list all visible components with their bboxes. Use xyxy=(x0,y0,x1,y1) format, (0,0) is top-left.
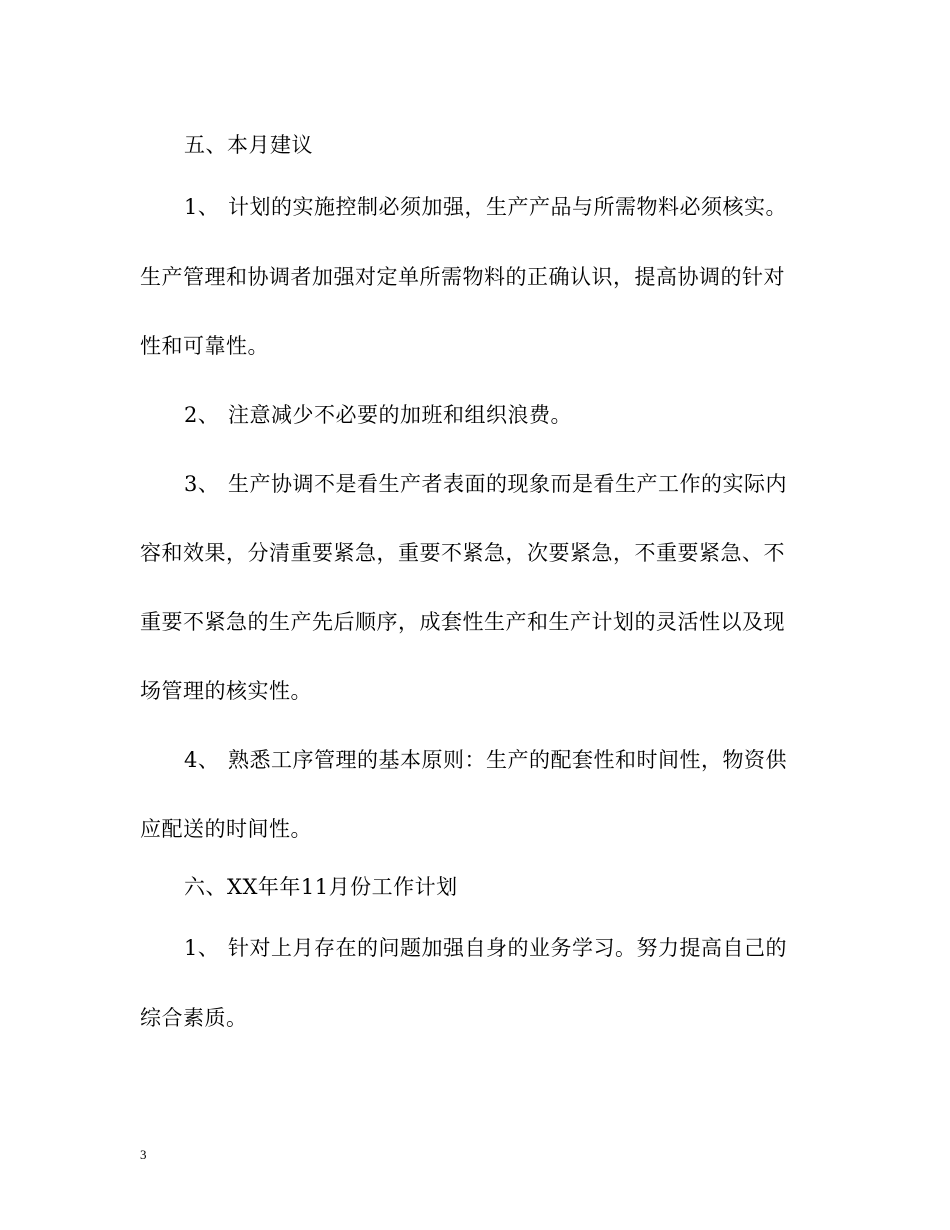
list-item-4 xyxy=(184,746,787,774)
item-number: 2、 xyxy=(184,403,220,427)
item-number: 1、 xyxy=(184,936,220,960)
paragraph-line xyxy=(140,677,312,705)
list-item-1 xyxy=(184,193,787,221)
paragraph-text: 注意减少不必要的加班和组织浪费。 xyxy=(228,403,572,427)
item-number: 4、 xyxy=(184,748,220,772)
paragraph-line xyxy=(140,608,785,636)
section-heading-6 xyxy=(184,873,458,901)
section-heading-5 xyxy=(184,131,313,159)
paragraph-line xyxy=(140,815,312,843)
paragraph-line xyxy=(140,263,785,291)
paragraph-text: 重要不紧急的生产先后顺序，成套性生产和生产计划的灵活性以及现 xyxy=(140,610,785,634)
paragraph-line xyxy=(140,539,785,567)
list-item-2 xyxy=(184,401,572,429)
paragraph-line xyxy=(140,1004,248,1032)
item-number: 3、 xyxy=(184,472,220,496)
paragraph-text: 综合素质。 xyxy=(140,1006,248,1030)
paragraph-text: 生产协调不是看生产者表面的现象而是看生产工作的实际内 xyxy=(228,472,787,496)
paragraph-text: 计划的实施控制必须加强，生产产品与所需物料必须核实。 xyxy=(228,195,787,219)
paragraph-text: 针对上月存在的问题加强自身的业务学习。努力提高自己的 xyxy=(228,936,787,960)
heading-text: 六、XX年年11月份工作计划 xyxy=(184,875,458,899)
item-number: 1、 xyxy=(184,195,220,219)
paragraph-text: 应配送的时间性。 xyxy=(140,817,312,841)
list-item-3 xyxy=(184,470,787,498)
paragraph-text: 容和效果，分清重要紧急，重要不紧急，次要紧急，不重要紧急、不 xyxy=(140,541,785,565)
paragraph-text: 生产管理和协调者加强对定单所需物料的正确认识，提高协调的针对 xyxy=(140,265,785,289)
paragraph-text: 性和可靠性。 xyxy=(140,334,269,358)
heading-text: 五、本月建议 xyxy=(184,133,313,157)
paragraph-text: 熟悉工序管理的基本原则：生产的配套性和时间性，物资供 xyxy=(228,748,787,772)
list-item-1 xyxy=(184,934,787,962)
paragraph-line xyxy=(140,332,269,360)
page-number: 3 xyxy=(140,1147,147,1162)
paragraph-text: 场管理的核实性。 xyxy=(140,679,312,703)
